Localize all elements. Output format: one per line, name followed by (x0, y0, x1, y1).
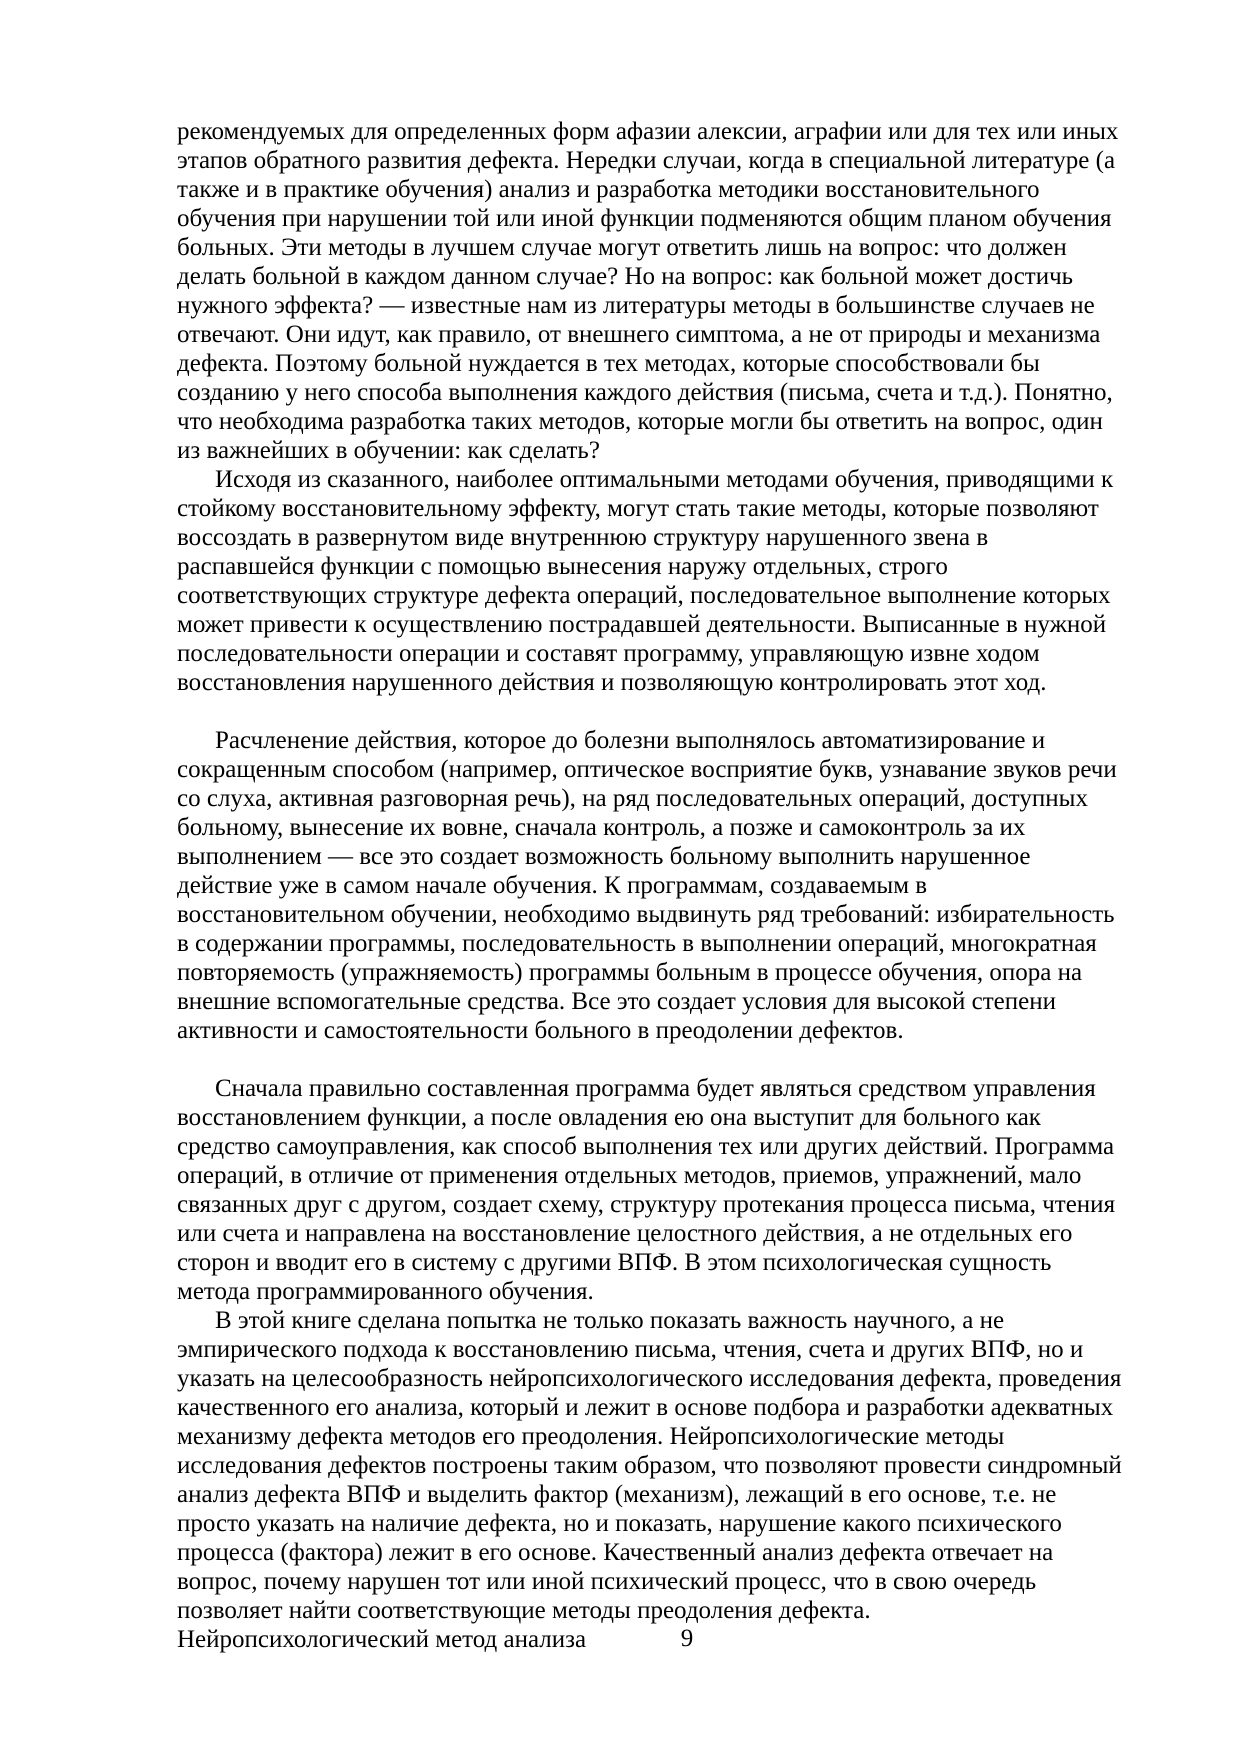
paragraph: В этой книге сделана попытка не только показать важность научного, а не эмпирического подхода к восстановлению письма, чтения, счета и других ВПФ, но и указать на целесообразность нейропсихологического исследования дефекта, проведения качественного его анализа, который и лежит в основе подбора и разработки адекватных механизму дефекта методов его преодоления. Нейропсихологические методы исследования дефектов построены таким образом, что позволяют провести синдромный анализ дефекта ВПФ и выделить фактор (механизм), лежащий в его основе, т.е. не просто указать на наличие дефекта, но и показать, нарушение какого психического процесса (фактора) лежит в его основе. Качественный анализ дефекта отвечает на вопрос, почему нарушен тот или иной психический процесс, что в свою очередь позволяет найти соответствующие методы преодоления дефекта. Нейропсихологический метод анализа (177, 1307, 1122, 1653)
paragraph: Исходя из сказанного, наиболее оптимальными методами обучения, приводящими к стойкому восстановительному эффекту, могут стать такие методы, которые позволяют воссоздать в развернутом виде внутреннюю структуру нарушенного звена в распавшейся функции с помощью вынесения наружу отдельных, строго соответствующих структуре дефекта операций, последовательное выполнение которых может привести к осуществлению пострадавшей деятельности. Выписанные в нужной последовательности операции и составят программу, управляющую извне ходом восстановления нарушенного действия и позволяющую контролировать этот ход. (177, 466, 1114, 696)
paragraph-continuation: рекомендуемых для определенных форм афазии алексии, аграфии или для тех или иных этапов обратного развития дефекта. Нередки случаи, когда в специальной литературе (а также и в практике обучения) анализ и разработка методики восстановительного обучения при нарушении той или иной функции подменяются общим планом обучения больных. Эти методы в лучшем случае могут ответить лишь на вопрос: что должен делать больной в каждом данном случае? Но на вопрос: как больной может достичь нужного эффекта? — известные нам из литературы методы в большинстве случаев не отвечают. Они идут, как правило, от внешнего симптома, а не от природы и механизма дефекта. Поэтому больной нуждается в тех методах, которые способствовали бы созданию у него способа выполнения каждого действия (письма, счета и т.д.). Понятно, что необходима разработка таких методов, которые могли бы ответить на вопрос, один из важнейших в обучении: как сделать? (177, 118, 1119, 464)
paragraph: Расчленение действия, которое до болезни выполнялось автоматизирование и сокращенным способом (например, оптическое восприятие букв, узнавание звуков речи со слуха, активная разговорная речь), на ряд последовательных операций, доступных больному, вынесение их вовне, сначала контроль, а позже и самоконтроль за их выполнением — все это создает возможность больному выполнить нарушенное действие уже в самом начале обучения. К программам, создаваемым в восстановительном обучении, необходимо выдвинуть ряд требований: избирательность в содержании программы, последовательность в выполнении операций, многократная повторяемость (упражняемость) программы больным в процессе обучения, опора на внешние вспомогательные средства. Все это создает условия для высокой степени активности и самостоятельности больного в преодолении дефектов. (177, 727, 1117, 1044)
paragraph: Сначала правильно составленная программа будет являться средством управления восстановлением функции, а после овладения ею она выступит для больного как средство самоуправления, как способ выполнения тех или других действий. Программа операций, в отличие от применения отдельных методов, приемов, упражнений, мало связанных друг с другом, создает схему, структуру протекания процесса письма, чтения или счета и направлена на восстановление целостного действия, а не отдельных его сторон и вводит его в систему с другими ВПФ. В этом психологическая сущность метода программированного обучения. (177, 1075, 1116, 1305)
page-number: 9 (680, 1625, 694, 1652)
body-text (177, 117, 1125, 1654)
